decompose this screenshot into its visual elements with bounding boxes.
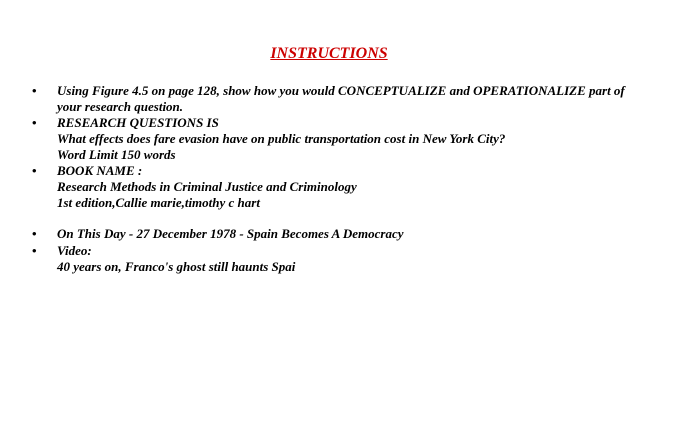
list-item-book-name — [32, 163, 657, 211]
bullet-icon: • — [32, 243, 37, 258]
list-item-line: Word Limit 150 words — [57, 147, 176, 162]
list-item-line: your research question. — [57, 99, 184, 114]
bullet-icon: • — [32, 226, 37, 241]
list-item-line: On This Day - 27 December 1978 - Spain Becomes A Democracy — [57, 226, 404, 241]
list-item-on-this-day — [32, 226, 657, 242]
bullet-icon: • — [32, 115, 37, 130]
bullet-icon: • — [32, 83, 37, 98]
list-item-line: Video: — [57, 243, 92, 258]
list-item-line: 1st edition,Callie marie,timothy c hart — [57, 195, 260, 210]
list-item-video — [32, 243, 657, 275]
list-item-figure-task — [32, 83, 657, 115]
bullet-icon: • — [32, 163, 37, 178]
list-item-line: Using Figure 4.5 on page 128, show how you would CONCEPTUALIZE and OPERATIONALIZE part of — [57, 83, 625, 98]
list-item-line: BOOK NAME : — [57, 163, 143, 178]
list-item-line: 40 years on, Franco's ghost still haunts Spai — [57, 259, 296, 274]
page-title: INSTRUCTIONS — [270, 45, 388, 62]
list-item-research-question — [32, 115, 657, 163]
list-item-line: Research Methods in Criminal Justice and Criminology — [57, 179, 357, 194]
list-item-line: What effects does fare evasion have on public transportation cost in New York City? — [57, 131, 506, 146]
list-item-line: RESEARCH QUESTIONS IS — [57, 115, 219, 130]
